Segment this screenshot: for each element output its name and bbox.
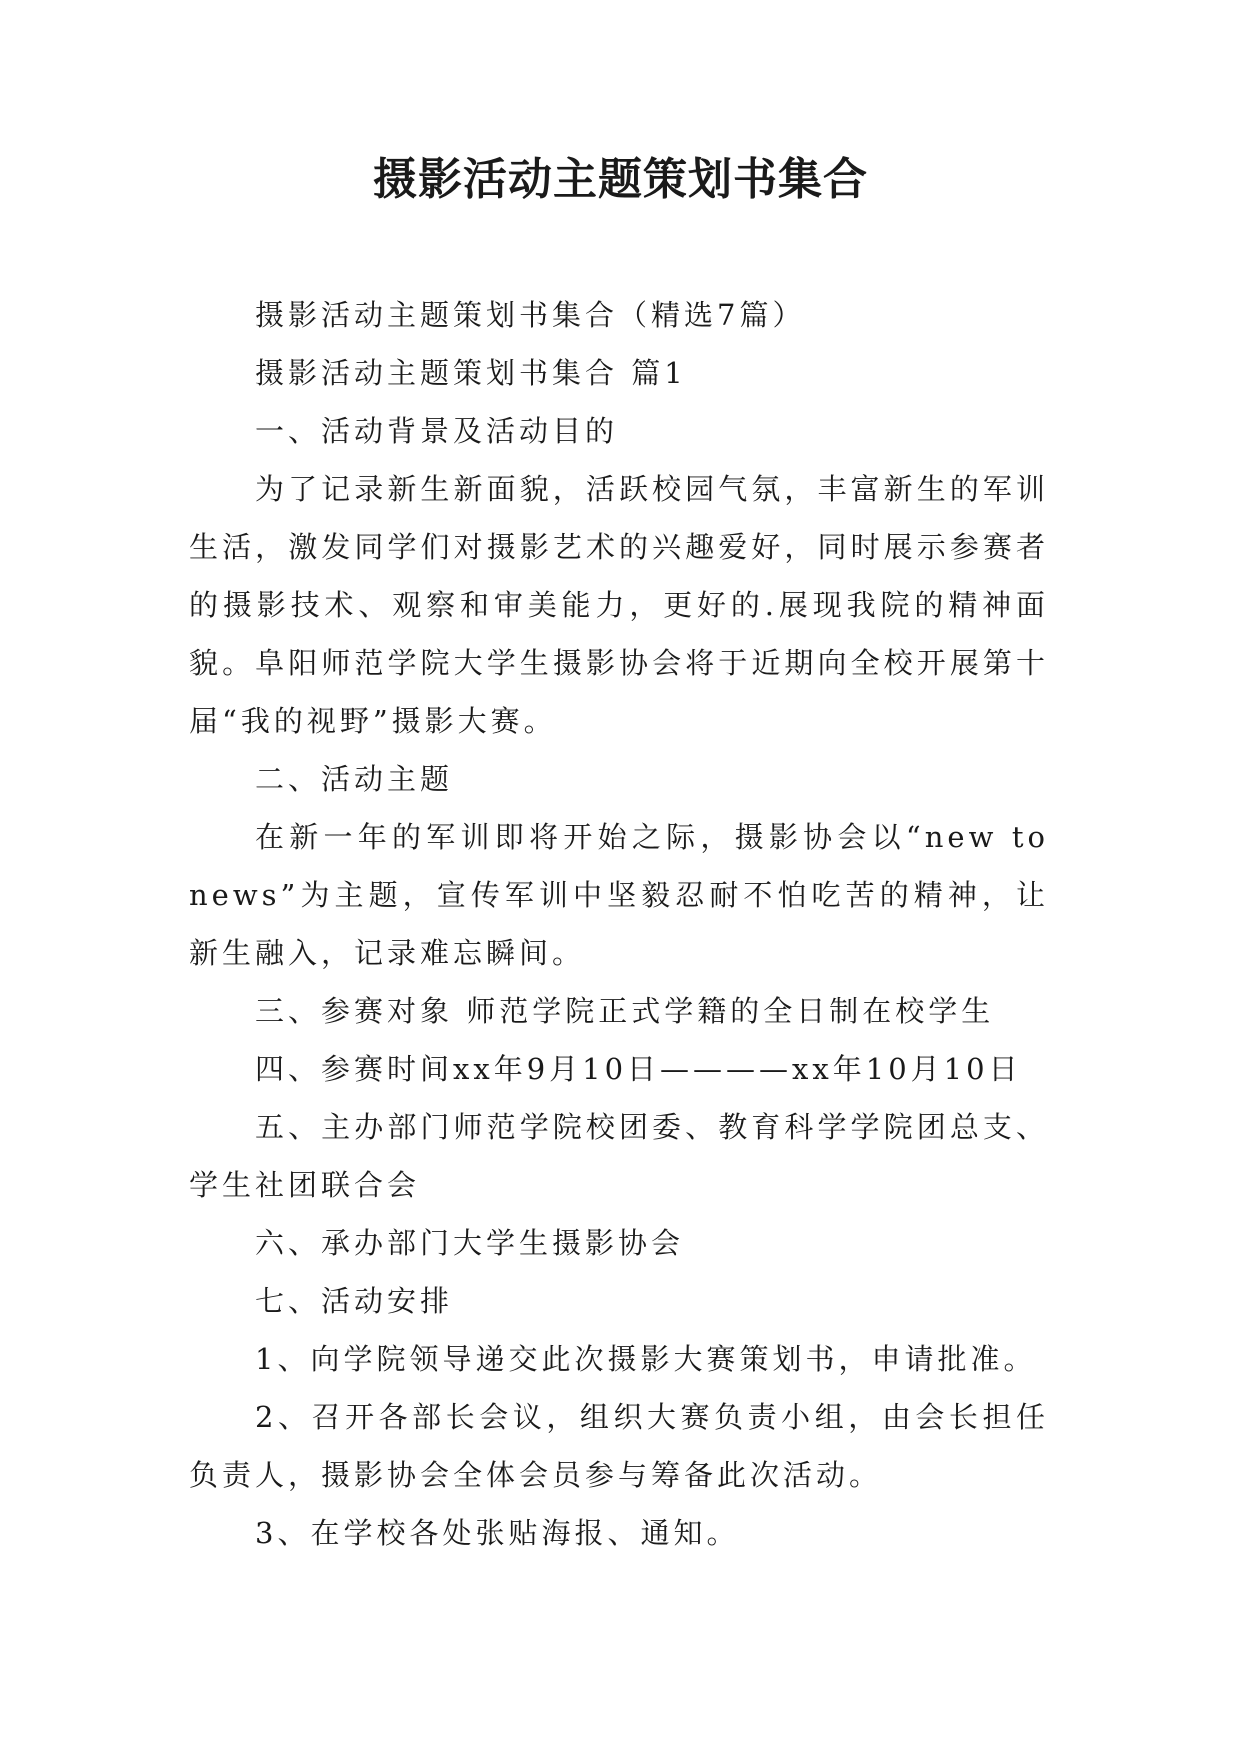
document-body: [189, 286, 1049, 1562]
paragraph-theme: 在新一年的军训即将开始之际，摄影协会以“new to news”为主题，宣传军训中坚毅忍耐不怕吃苦的精神，让新生融入，记录难忘瞬间。: [189, 820, 1049, 970]
paragraph-time: 四、参赛时间xx年9月10日————xx年10月10日: [255, 1052, 1022, 1086]
paragraph-schedule-1: 1、向学院领导递交此次摄影大赛策划书，申请批准。: [255, 1342, 1037, 1376]
paragraph-participants: 三、参赛对象 师范学院正式学籍的全日制在校学生: [255, 994, 995, 1028]
paragraph-schedule-3: 3、在学校各处张贴海报、通知。: [255, 1516, 740, 1550]
paragraph-subtitle: 摄影活动主题策划书集合（精选7篇）: [255, 298, 806, 332]
section-heading-schedule: 七、活动安排: [255, 1284, 454, 1318]
section-heading-background: 一、活动背景及活动目的: [255, 414, 619, 448]
paragraph-host: 六、承办部门大学生摄影协会: [255, 1226, 685, 1260]
paragraph-part-heading: 摄影活动主题策划书集合 篇1: [255, 356, 687, 390]
paragraph-background: 为了记录新生新面貌，活跃校园气氛，丰富新生的军训生活，激发同学们对摄影艺术的兴趣爱好，同时展示参赛者的摄影技术、观察和审美能力，更好的.展现我院的精神面貌。阜阳师范学院大学生摄影协会将于近期向全校开展第十届“我的视野”摄影大赛。: [189, 472, 1049, 738]
section-heading-theme: 二、活动主题: [255, 762, 454, 796]
document-title: 摄影活动主题策划书集合: [373, 154, 868, 205]
paragraph-organizer: 五、主办部门师范学院校团委、教育科学学院团总支、学生社团联合会: [189, 1110, 1049, 1202]
paragraph-schedule-2: 2、召开各部长会议，组织大赛负责小组，由会长担任负责人，摄影协会全体会员参与筹备此次活动。: [189, 1400, 1049, 1492]
